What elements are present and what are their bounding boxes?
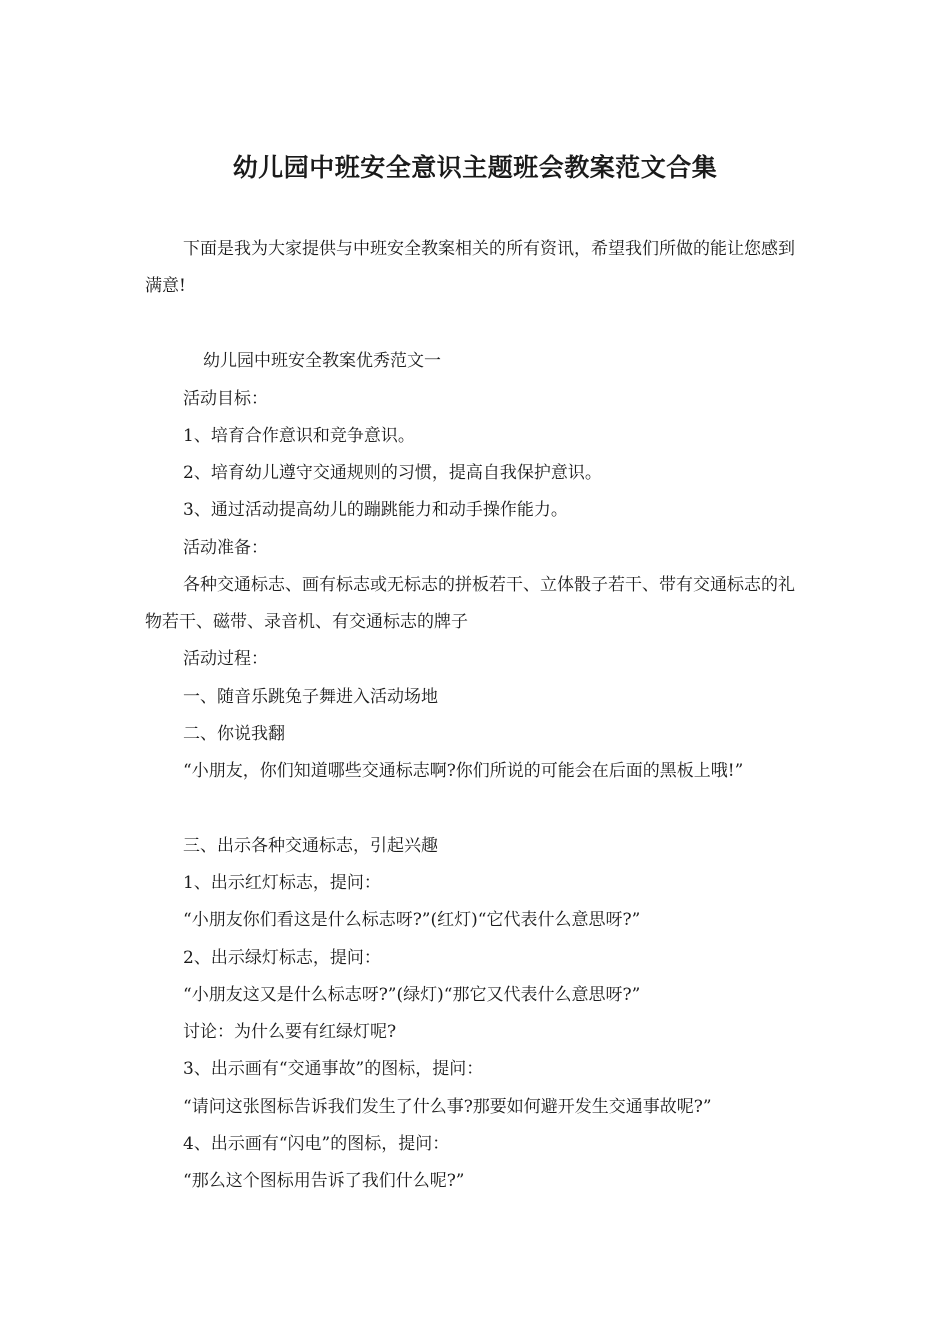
document-title: 幼儿园中班安全意识主题班会教案范文合集 xyxy=(232,153,718,182)
line-green-light: 2、出示绿灯标志，提问： xyxy=(183,948,381,968)
section-title: 幼儿园中班安全教案优秀范文一 xyxy=(203,351,441,371)
line-goal-1: 1、培育合作意识和竞争意识。 xyxy=(183,426,415,446)
line-green-light-quote: “小朋友这又是什么标志呀?”(绿灯)“那它又代表什么意思呀?” xyxy=(183,985,641,1005)
intro-paragraph: 下面是我为大家提供与中班安全教案相关的所有资讯，希望我们所做的能让您感到满意! xyxy=(145,239,795,296)
line-step-2-quote: “小朋友，你们知道哪些交通标志啊?你们所说的可能会在后面的黑板上哦!” xyxy=(183,761,744,781)
line-red-light-quote: “小朋友你们看这是什么标志呀?”(红灯)“它代表什么意思呀?” xyxy=(183,910,641,930)
line-goal-3: 3、通过活动提高幼儿的蹦跳能力和动手操作能力。 xyxy=(183,500,568,520)
line-step-2: 二、你说我翻 xyxy=(183,724,285,744)
line-process-heading: 活动过程： xyxy=(183,649,268,669)
line-goals-heading: 活动目标： xyxy=(183,389,268,409)
line-accident-icon: 3、出示画有“交通事故”的图标，提问： xyxy=(183,1059,484,1079)
line-step-1: 一、随音乐跳兔子舞进入活动场地 xyxy=(183,687,438,707)
line-prep-heading: 活动准备： xyxy=(183,538,268,558)
line-red-light: 1、出示红灯标志，提问： xyxy=(183,873,381,893)
line-prep-materials: 各种交通标志、画有标志或无标志的拼板若干、立体骰子若干、带有交通标志的礼物若干、磁带、录音机、有交通标志的牌子 xyxy=(145,575,795,632)
line-lightning-quote: “那么这个图标用告诉了我们什么呢?” xyxy=(183,1171,465,1191)
line-lightning-icon: 4、出示画有“闪电”的图标，提问： xyxy=(183,1134,450,1154)
line-discussion: 讨论：为什么要有红绿灯呢? xyxy=(183,1022,397,1042)
line-accident-quote: “请问这张图标告诉我们发生了什么事?那要如何避开发生交通事故呢?” xyxy=(183,1097,712,1117)
line-step-3: 三、出示各种交通标志，引起兴趣 xyxy=(183,836,438,856)
line-goal-2: 2、培育幼儿遵守交通规则的习惯，提高自我保护意识。 xyxy=(183,463,602,483)
